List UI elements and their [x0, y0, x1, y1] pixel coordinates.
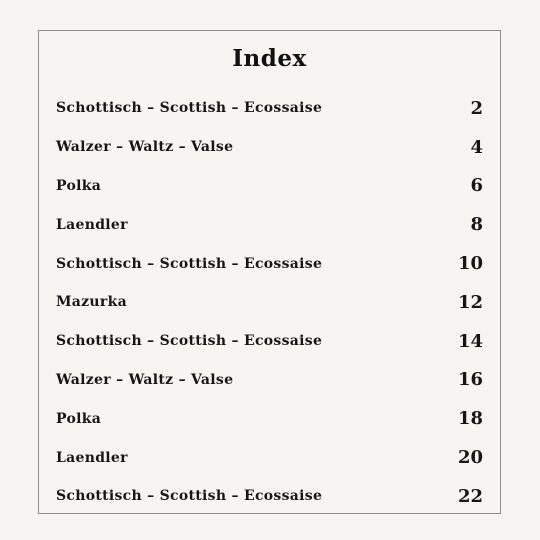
index-entry: [56, 244, 483, 283]
index-entry: [56, 322, 483, 361]
index-entry-title: Schottisch – Scottish – Ecossaise: [56, 255, 323, 272]
index-entry: [56, 361, 483, 400]
index-entry: [56, 128, 483, 167]
index-entry-page-number: 6: [470, 175, 483, 197]
index-entry: [56, 399, 483, 438]
index-entry-title: Schottisch – Scottish – Ecossaise: [56, 488, 323, 505]
index-entry: [56, 167, 483, 206]
index-entry-page-number: 8: [470, 214, 483, 236]
index-page-frame: [38, 30, 501, 514]
index-entry-page-number: 22: [457, 485, 483, 507]
index-list: [56, 89, 483, 516]
index-entry-page-number: 10: [457, 253, 483, 275]
index-entry-title: Walzer – Waltz – Valse: [56, 139, 234, 156]
index-entry-title: Schottisch – Scottish – Ecossaise: [56, 100, 323, 117]
index-entry-page-number: 18: [457, 408, 483, 430]
index-entry: [56, 89, 483, 128]
index-entry-title: Polka: [56, 177, 102, 194]
index-entry-page-number: 4: [470, 136, 483, 158]
index-entry-title: Schottisch – Scottish – Ecossaise: [56, 333, 323, 350]
index-entry: [56, 283, 483, 322]
index-entry-title: Polka: [56, 410, 102, 427]
index-entry: [56, 205, 483, 244]
index-title: Index: [232, 45, 307, 72]
index-entry-page-number: 20: [457, 447, 483, 469]
index-entry-title: Laendler: [56, 216, 128, 233]
index-entry-page-number: 16: [457, 369, 483, 391]
index-entry-title: Mazurka: [56, 294, 127, 311]
index-entry-title: Laendler: [56, 449, 128, 466]
index-entry: [56, 477, 483, 516]
index-entry-title: Walzer – Waltz – Valse: [56, 371, 234, 388]
index-entry-page-number: 14: [457, 330, 483, 352]
index-entry-page-number: 12: [457, 291, 483, 313]
index-entry: [56, 438, 483, 477]
index-entry-page-number: 2: [470, 97, 483, 119]
